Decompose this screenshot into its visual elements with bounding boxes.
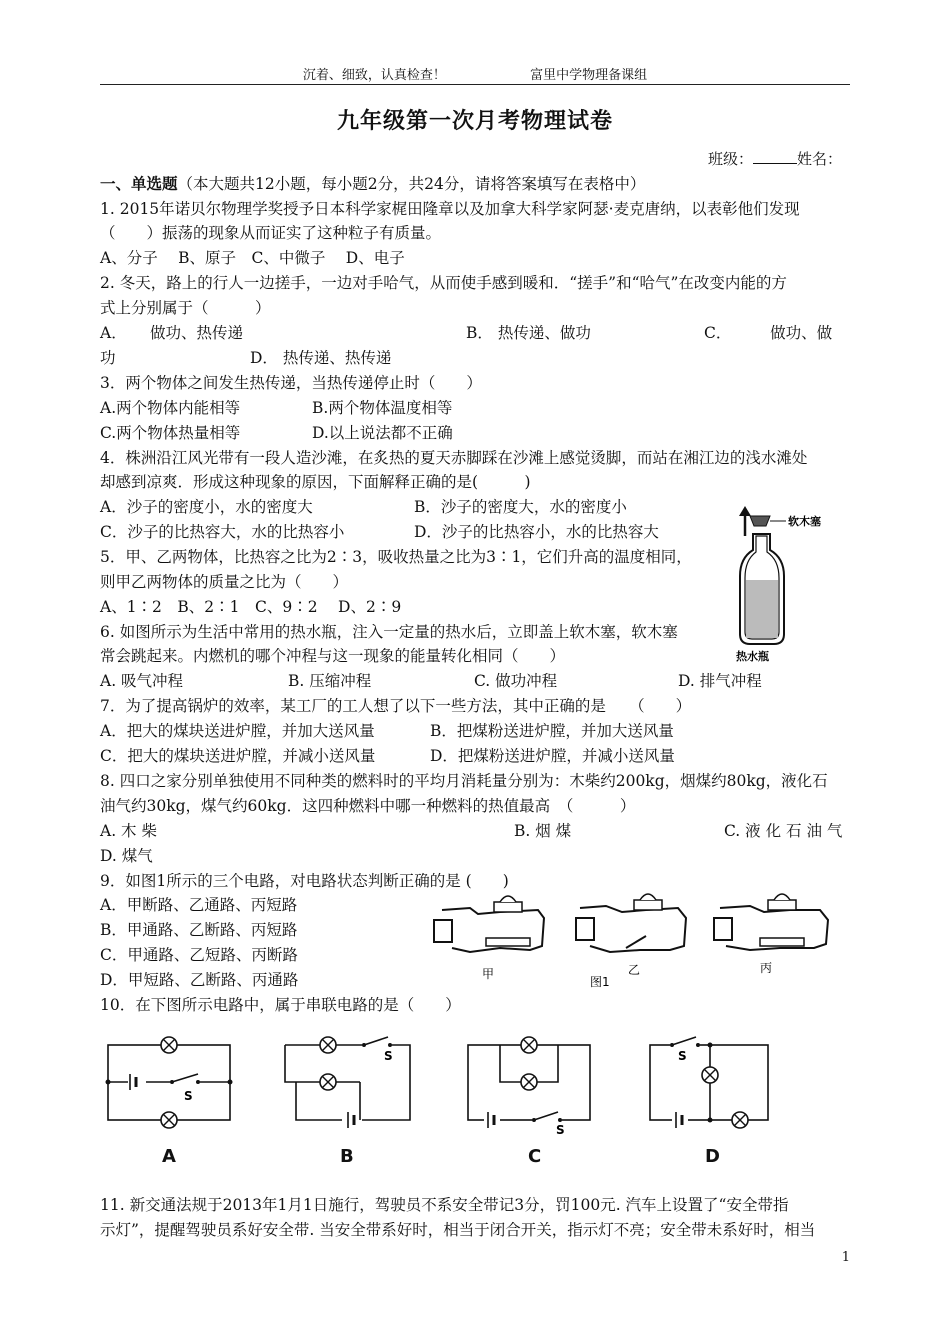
lamp-b-middle xyxy=(320,1074,336,1090)
q9-option-d: D．甲短路、乙断路、丙通路 xyxy=(100,971,299,989)
label-jia: 甲 xyxy=(482,967,495,981)
q1-line1: 1. 2015年诺贝尔物理学奖授予日本科学家梶田隆章以及加拿大科学家阿瑟·麦克唐纳，以表彰他们发现 xyxy=(100,200,800,218)
q6-line1: 6. 如图所示为生活中常用的热水瓶，注入一定量的热水后，立即盖上软木塞，软木塞 xyxy=(100,623,678,641)
q1-line2: （ ）振荡的现象从而证实了这种粒子有质量。 xyxy=(100,224,442,242)
caption-c: C xyxy=(528,1146,542,1167)
bottle-label: 热水瓶 xyxy=(736,650,769,663)
bulb-yi xyxy=(640,894,656,900)
switch-yi xyxy=(626,936,646,948)
lamp-c-middle xyxy=(521,1074,537,1090)
q5-line2: 则甲乙两物体的质量之比为（ ） xyxy=(100,573,349,591)
q3-option-a: A.两个物体内能相等 xyxy=(100,399,241,417)
bulb-jia xyxy=(500,896,516,902)
q2-line2: 式上分别属于（ ） xyxy=(100,299,271,317)
q9-stem: 9．如图1所示的三个电路，对电路状态判断正确的是 ( ) xyxy=(100,872,509,890)
name-label: 姓名： xyxy=(796,150,842,168)
q2-line1: 2. 冬天，路上的行人一边搓手，一边对手哈气，从而使手感到暖和．“搓手”和“哈气”在改变内能的方 xyxy=(100,274,787,292)
q5-options: A、1∶2 B、2∶1 C、9∶2 D、2∶9 xyxy=(100,598,402,616)
q3-stem: 3．两个物体之间发生热传递，当热传递停止时（ ） xyxy=(100,374,482,392)
circuit-d xyxy=(650,1037,768,1128)
circuit-bing xyxy=(714,894,828,975)
q8-line2: 油气约30kg，煤气约60kg．这四种燃料中哪一种燃料的热值最高 （ ） xyxy=(100,797,636,815)
q2-option-a: A． 做功、热传递 xyxy=(100,324,243,342)
q4-line1: 4．株洲沿江风光带有一段人造沙滩，在炙热的夏天赤脚踩在沙滩上感觉烫脚，而站在湘江边的浅水滩处 xyxy=(100,449,808,467)
q4-option-c: C．沙子的比热容大，水的比热容小 xyxy=(100,523,345,541)
q10-stem: 10．在下图所示电路中，属于串联电路的是（ ） xyxy=(100,996,461,1014)
q2-option-b: B． 热传递、做功 xyxy=(466,324,591,342)
q2-option-c-wrap: 功 xyxy=(100,349,116,367)
lamp-a-bottom xyxy=(161,1112,177,1128)
q5-line1: 5．甲、乙两物体，比热容之比为2∶3，吸收热量之比为3∶1，它们升高的温度相同， xyxy=(100,548,692,566)
q6-line2: 常会跳起来。内燃机的哪个冲程与这一现象的能量转化相同（ ） xyxy=(100,647,566,665)
q2-option-d: D． 热传递、热传递 xyxy=(250,349,392,367)
q7-stem: 7．为了提高锅炉的效率，某工厂的工人想了以下一些方法，其中正确的是 （ ） xyxy=(100,697,692,715)
q6-option-d: D. 排气冲程 xyxy=(678,672,762,690)
battery-jia xyxy=(434,920,452,942)
q7-option-d: D．把煤粉送进炉膛，并减小送风量 xyxy=(430,747,675,765)
class-blank xyxy=(753,149,797,164)
q10-circuits xyxy=(100,1030,780,1140)
section-title: 一、单选题 xyxy=(100,174,178,193)
class-name-line xyxy=(708,148,842,169)
q8-option-b: B. 烟 煤 xyxy=(514,822,572,840)
q4-option-a: A．沙子的密度小，水的密度大 xyxy=(100,498,313,516)
q3-option-b: B.两个物体温度相等 xyxy=(312,399,453,417)
q9-option-c: C．甲通路、乙短路、丙断路 xyxy=(100,946,298,964)
header-group: 富里中学物理备课组 xyxy=(530,68,648,83)
switch-c-label: S xyxy=(556,1123,565,1137)
q8-line1: 8. 四口之家分别单独使用不同种类的燃料时的平均月消耗量分别为：木柴约200kg，烟煤约80kg，液化石 xyxy=(100,772,828,790)
label-yi: 乙 xyxy=(628,963,641,977)
figure-1-circuits xyxy=(430,888,830,992)
q4-option-d: D．沙子的比热容小，水的比热容大 xyxy=(414,523,659,541)
q1-options: A、分子 B、原子 C、中微子 D、电子 xyxy=(100,249,405,267)
battery-yi xyxy=(576,918,594,940)
q6-option-a: A. 吸气冲程 xyxy=(100,672,184,690)
lamp-d-vertical xyxy=(702,1067,718,1083)
switch-bing xyxy=(760,938,804,946)
page-header xyxy=(100,64,850,85)
circuit-yi xyxy=(576,894,686,989)
lamp-a-top xyxy=(161,1037,177,1053)
q6-option-b: B. 压缩冲程 xyxy=(288,672,372,690)
circuit-jia xyxy=(434,896,544,981)
header-motto: 沉着、细致，认真检查！ xyxy=(302,68,446,83)
q7-option-c: C．把大的煤块送进炉膛，并减小送风量 xyxy=(100,747,376,765)
arrow-head xyxy=(739,506,751,516)
q11-line2: 示灯”，提醒驾驶员系好安全带. 当安全带系好时，相当于闭合开关，指示灯不亮；安全带未系好时，相当 xyxy=(100,1221,816,1239)
q3-option-d: D.以上说法都不正确 xyxy=(312,424,453,442)
cork-label: 软木塞 xyxy=(788,515,821,528)
q11-line1: 11. 新交通法规于2013年1月1日施行，驾驶员不系安全带记3分，罚100元. 汽车上设置了“安全带指 xyxy=(100,1196,789,1214)
page-title: 九年级第一次月考物理试卷 xyxy=(336,108,613,134)
q8-option-d: D. 煤气 xyxy=(100,847,153,865)
q4-line2: 却感到凉爽．形成这种现象的原因，下面解释正确的是( ) xyxy=(100,473,531,491)
q9-option-b: B．甲通路、乙断路、丙短路 xyxy=(100,921,298,939)
section-heading xyxy=(100,172,852,194)
circuit-b xyxy=(285,1037,410,1128)
battery-bing xyxy=(714,918,732,940)
lamp-d-bottom xyxy=(732,1112,748,1128)
q8-option-a: A. 木 柴 xyxy=(100,822,157,840)
circuit-a xyxy=(106,1037,233,1128)
q6-option-c: C. 做功冲程 xyxy=(474,672,558,690)
switch-d-label: S xyxy=(678,1049,687,1063)
caption-a: A xyxy=(162,1146,176,1167)
q9-option-a: A．甲断路、乙通路、丙短路 xyxy=(100,896,298,914)
bulb-bing xyxy=(774,894,790,900)
q3-option-c: C.两个物体热量相等 xyxy=(100,424,241,442)
switch-jia xyxy=(486,938,530,946)
q4-option-b: B．沙子的密度大，水的密度小 xyxy=(414,498,627,516)
figure-1-caption: 图1 xyxy=(590,975,610,989)
class-label: 班级： xyxy=(707,150,753,168)
q8-option-c: C. 液 化 石 油 气 xyxy=(724,822,843,840)
lamp-c-top xyxy=(521,1037,537,1053)
q7-option-a: A．把大的煤块送进炉膛，并加大送风量 xyxy=(100,722,375,740)
label-bing: 丙 xyxy=(760,961,773,975)
lamp-b-top xyxy=(320,1037,336,1053)
q2-option-c: C． 做功、做 xyxy=(704,324,833,342)
switch-b-label: S xyxy=(384,1049,393,1063)
circuit-c xyxy=(468,1037,590,1137)
section-note: （本大题共12小题，每小题2分，共24分，请将答案填写在表格中） xyxy=(177,175,646,193)
caption-d: D xyxy=(705,1146,720,1167)
q7-option-b: B．把煤粉送进炉膛，并加大送风量 xyxy=(430,722,674,740)
switch-a-label: S xyxy=(184,1089,193,1103)
page-number: 1 xyxy=(841,1250,850,1265)
caption-b: B xyxy=(340,1146,354,1167)
cork xyxy=(750,516,770,526)
